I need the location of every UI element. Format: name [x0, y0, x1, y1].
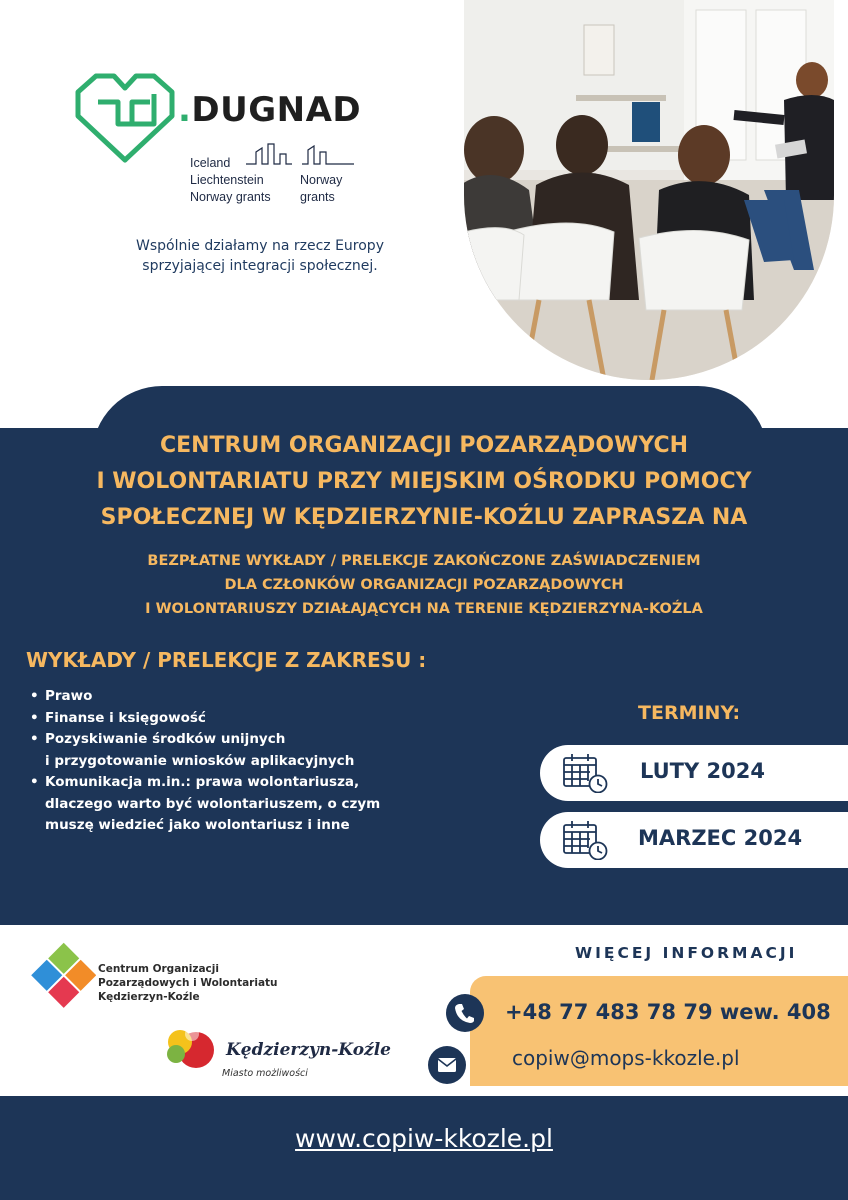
dugnad-heart-logo [70, 72, 180, 164]
calendar-clock-icon [562, 753, 608, 793]
subheadline [20, 549, 828, 621]
mail-icon [428, 1046, 466, 1084]
tagline-line: Wspólnie działamy na rzecz Europy [136, 238, 384, 254]
copiw-name [98, 962, 278, 1004]
topic-item: • Komunikacja m.in.: prawa wolontariusza, dlaczego warto być wolontariuszem, o czym muszę wiedzieć jako wolontariusz i inne [30, 772, 380, 837]
copiw-name-line: Kędzierzyn-Koźle [98, 991, 200, 1003]
date-pill-february [540, 745, 848, 801]
date-pill-march [540, 812, 848, 868]
grants-line: Norway [300, 173, 343, 187]
grants-left-text [190, 155, 271, 206]
subheadline-line: I WOLONTARIUSZY DZIAŁAJĄCYCH NA TERENIE KĘDZIERZYNA-KOŹLA [145, 601, 703, 617]
grants-line: Norway grants [190, 190, 271, 204]
city-logo-icon [164, 1020, 220, 1072]
calendar-clock-icon [562, 820, 608, 860]
copiw-name-line: Centrum Organizacji [98, 963, 219, 975]
topic-item: • Pozyskiwanie środków unijnych i przygotowanie wniosków aplikacyjnych [30, 729, 380, 772]
copiw-puzzle-logo [30, 938, 96, 1014]
tagline-line: sprzyjającej integracji społecznej. [142, 258, 378, 274]
city-name: Kędzierzyn-Koźle [226, 1040, 391, 1060]
date-label: LUTY 2024 [640, 759, 765, 783]
headline-line: I WOLONTARIATU PRZY MIEJSKIM OŚRODKU POMOCY [96, 469, 752, 494]
headline [20, 428, 828, 536]
phone-number[interactable]: +48 77 483 78 79 wew. 408 [505, 1000, 831, 1024]
date-label: MARZEC 2024 [638, 826, 803, 850]
topic-item: • Finanse i księgowość [30, 708, 380, 730]
dugnad-wordmark: .DUGNAD [178, 90, 362, 130]
copiw-name-line: Pozarządowych i Wolontariatu [98, 977, 278, 989]
footer [0, 1096, 848, 1200]
grants-line: grants [300, 190, 335, 204]
topics-list [30, 686, 380, 837]
headline-line: CENTRUM ORGANIZACJI POZARZĄDOWYCH [159, 433, 689, 458]
grants-line: Liechtenstein [190, 173, 264, 187]
tagline [100, 236, 420, 276]
seminar-photo [464, 0, 834, 380]
grants-line: Iceland [190, 156, 231, 170]
phone-icon [446, 994, 484, 1032]
topics-title: WYKŁADY / PRELEKCJE Z ZAKRESU : [26, 648, 427, 672]
terms-title: TERMINY: [638, 702, 741, 724]
email-address[interactable]: copiw@mops-kkozle.pl [512, 1046, 740, 1070]
grants-right-text [300, 172, 342, 206]
topic-item: • Prawo [30, 686, 380, 708]
subheadline-line: DLA CZŁONKÓW ORGANIZACJI POZARZĄDOWYCH [224, 577, 624, 593]
subheadline-line: BEZPŁATNE WYKŁADY / PRELEKCJE ZAKOŃCZONE ZAŚWIADCZENIEM [147, 553, 701, 569]
headline-line: SPOŁECZNEJ W KĘDZIERZYNIE-KOŹLU ZAPRASZA NA [100, 505, 748, 530]
city-motto: Miasto możliwości [222, 1068, 308, 1079]
website-link[interactable]: www.copiw-kkozle.pl [295, 1124, 553, 1153]
more-info-title: WIĘCEJ INFORMACJI [575, 944, 798, 962]
